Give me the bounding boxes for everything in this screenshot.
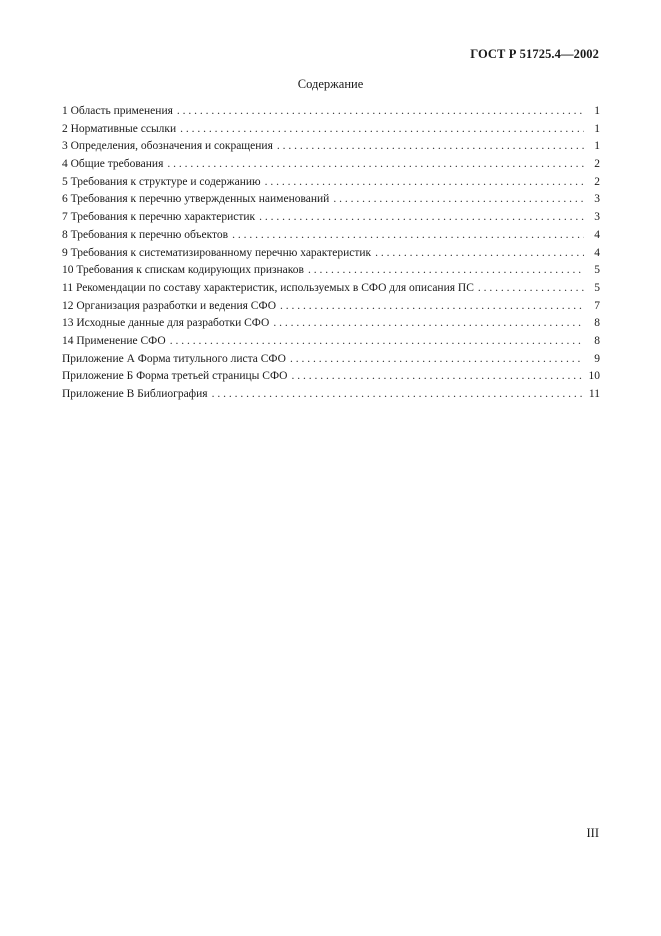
toc-entry-label: 13 Исходные данные для разработки СФО bbox=[62, 317, 270, 330]
toc-entry-page: 8 bbox=[594, 317, 600, 330]
toc-entry[interactable] bbox=[62, 174, 600, 192]
toc-entry-label: 7 Требования к перечню характеристик bbox=[62, 211, 256, 224]
toc-leader-dots bbox=[290, 351, 584, 369]
toc-leader-dots bbox=[167, 156, 584, 174]
toc-entry[interactable] bbox=[62, 138, 600, 156]
toc-leader-dots bbox=[291, 368, 584, 386]
toc-leader-dots bbox=[308, 262, 584, 280]
toc-entry[interactable] bbox=[62, 298, 600, 316]
toc-entry[interactable] bbox=[62, 209, 600, 227]
toc-entry[interactable] bbox=[62, 351, 600, 369]
toc-leader-dots bbox=[277, 138, 584, 156]
toc-entry[interactable] bbox=[62, 245, 600, 263]
toc-leader-dots bbox=[280, 298, 584, 316]
toc-title: Содержание bbox=[297, 77, 364, 91]
toc-entry-page: 1 bbox=[594, 105, 600, 117]
toc-leader-dots bbox=[333, 191, 584, 209]
toc-entry-label: 2 Нормативные ссылки bbox=[62, 122, 177, 135]
toc-entry-label: 11 Рекомендации по составу характеристик, используемых в СФО для описания ПС bbox=[62, 281, 474, 294]
toc-entry[interactable] bbox=[62, 368, 600, 386]
toc-entry-label: 6 Требования к перечню утвержденных наименований bbox=[62, 193, 330, 206]
toc-entry[interactable] bbox=[62, 103, 600, 121]
toc-entry-label: 8 Требования к перечню объектов bbox=[62, 228, 229, 241]
toc-leader-dots bbox=[375, 245, 584, 263]
toc-entry-label: 1 Область применения bbox=[62, 105, 173, 117]
toc-leader-dots bbox=[273, 315, 584, 333]
toc-entry-page: 5 bbox=[594, 264, 600, 277]
toc-entry-page: 4 bbox=[594, 228, 600, 241]
toc-entry[interactable] bbox=[62, 315, 600, 333]
toc-entry[interactable] bbox=[62, 280, 600, 298]
toc-entry-page: 2 bbox=[594, 175, 600, 188]
toc-leader-dots bbox=[177, 103, 584, 121]
page-number: III bbox=[586, 826, 599, 840]
toc-entry-page: 3 bbox=[594, 211, 600, 224]
toc-entry[interactable] bbox=[62, 262, 600, 280]
toc-leader-dots bbox=[232, 227, 584, 245]
toc-entry-page: 8 bbox=[594, 334, 600, 347]
toc-entry-label: Приложение А Форма титульного листа СФО bbox=[62, 352, 286, 365]
toc-entry-page: 2 bbox=[594, 158, 600, 171]
toc-entry-label: Приложение В Библиография bbox=[62, 388, 208, 400]
toc-leader-dots bbox=[180, 121, 584, 139]
toc-entry-label: 12 Организация разработки и ведения СФО bbox=[62, 299, 276, 312]
toc-leader-dots bbox=[265, 174, 584, 192]
toc-entry-page: 1 bbox=[594, 122, 600, 135]
toc-entry-label: 14 Применение СФО bbox=[62, 334, 166, 347]
toc-entry[interactable] bbox=[62, 156, 600, 174]
toc-entry-page: 5 bbox=[594, 281, 600, 294]
toc-entry-page: 1 bbox=[594, 140, 600, 153]
document-code: ГОСТ Р 51725.4—2002 bbox=[470, 47, 599, 61]
toc-entry-page: 3 bbox=[594, 193, 600, 206]
toc-entry-label: Приложение Б Форма третьей страницы СФО bbox=[62, 370, 288, 383]
toc-entry-page: 7 bbox=[594, 299, 600, 312]
toc-entry[interactable] bbox=[62, 333, 600, 351]
toc-entry-label: 4 Общие требования bbox=[62, 158, 164, 171]
toc-leader-dots bbox=[259, 209, 584, 227]
toc-leader-dots bbox=[478, 280, 584, 298]
table-of-contents bbox=[62, 103, 600, 404]
toc-entry-label: 9 Требования к систематизированному перечню характеристик bbox=[62, 246, 372, 259]
toc-entry-page: 11 bbox=[588, 388, 600, 400]
toc-entry-page: 4 bbox=[594, 246, 600, 259]
toc-entry-page: 9 bbox=[594, 352, 600, 365]
toc-entry-label: 10 Требования к спискам кодирующих признаков bbox=[62, 264, 304, 277]
toc-entry-label: 3 Определения, обозначения и сокращения bbox=[62, 140, 273, 153]
toc-leader-dots bbox=[170, 333, 584, 351]
toc-entry-label: 5 Требования к структуре и содержанию bbox=[62, 175, 261, 188]
toc-entry[interactable] bbox=[62, 121, 600, 139]
toc-entry[interactable] bbox=[62, 386, 600, 404]
toc-entry[interactable] bbox=[62, 191, 600, 209]
toc-entry[interactable] bbox=[62, 227, 600, 245]
toc-entry-page: 10 bbox=[588, 370, 600, 383]
toc-leader-dots bbox=[212, 386, 584, 404]
